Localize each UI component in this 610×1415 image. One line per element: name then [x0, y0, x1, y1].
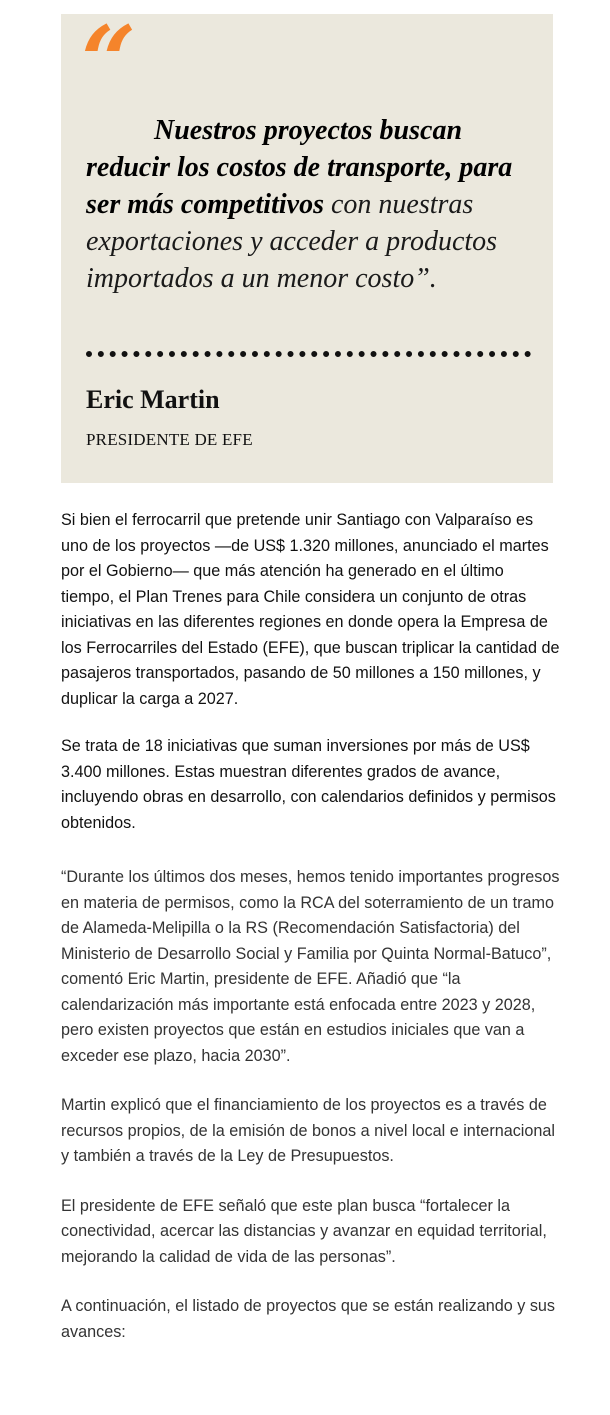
quote-text	[86, 112, 536, 297]
article-paragraph: Si bien el ferrocarril que pretende unir Santiago con Valparaíso es uno de los proyectos —de US$ 1.320 millones, anunciado el martes por el Gobierno— que más atención ha generado en el último tiempo, el Plan Trenes para Chile considera un conjunto de otras iniciativas en las diferentes regiones en donde opera la Empresa de los Ferrocarriles del Estado (EFE), que buscan triplicar la cantidad de pasajeros transportados, pasando de 50 millones a 150 millones, y duplicar la carga a 2027.	[61, 511, 560, 708]
article-paragraph: A continuación, el listado de proyectos que se están realizando y sus avances:	[61, 1297, 556, 1341]
quote-author-role: PRESIDENTE DE EFE	[86, 430, 253, 449]
dotted-divider	[86, 351, 531, 357]
quote-author: Eric Martin	[86, 385, 220, 414]
article-body	[61, 508, 561, 1369]
quote-bold-text: Nuestros proyectos buscan reducir los costos de transporte, para ser más competitivos	[86, 115, 513, 220]
quote-rest-text: con nuestras exportaciones y acceder a productos importados a un menor costo”.	[86, 189, 498, 294]
pull-quote	[61, 5, 553, 483]
article-paragraph: “Durante los últimos dos meses, hemos tenido importantes progresos en materia de permisos, como la RCA del soterramiento de un tramo de Alameda-Melipilla o la RS (Recomendación Satisfactoria) del Ministerio de Desarrollo Social y Familia por Quinta Normal-Batuco”, comentó Eric Martin, presidente de EFE. Añadió que “la calendarización más importante está enfocada entre 2023 y 2028, pero existen proyectos que están en estudios iniciales que van a exceder ese plazo, hacia 2030”.	[61, 868, 560, 1065]
article-paragraph: Martin explicó que el financiamiento de los proyectos es a través de recursos propios, de la emisión de bonos a nivel local e internacional y también a través de la Ley de Presupuestos.	[61, 1096, 556, 1165]
article-paragraph: Se trata de 18 iniciativas que suman inversiones por más de US$ 3.400 millones. Estas muestran diferentes grados de avance, incluyendo obras en desarrollo, con calendarios definidos y permisos obtenidos.	[61, 737, 556, 832]
quote-mark-icon: “	[81, 5, 137, 118]
article-paragraph: El presidente de EFE señaló que este plan busca “fortalecer la conectividad, acercar las distancias y avanzar en equidad territorial, mejorando la calidad de vida de las personas”.	[61, 1196, 547, 1266]
